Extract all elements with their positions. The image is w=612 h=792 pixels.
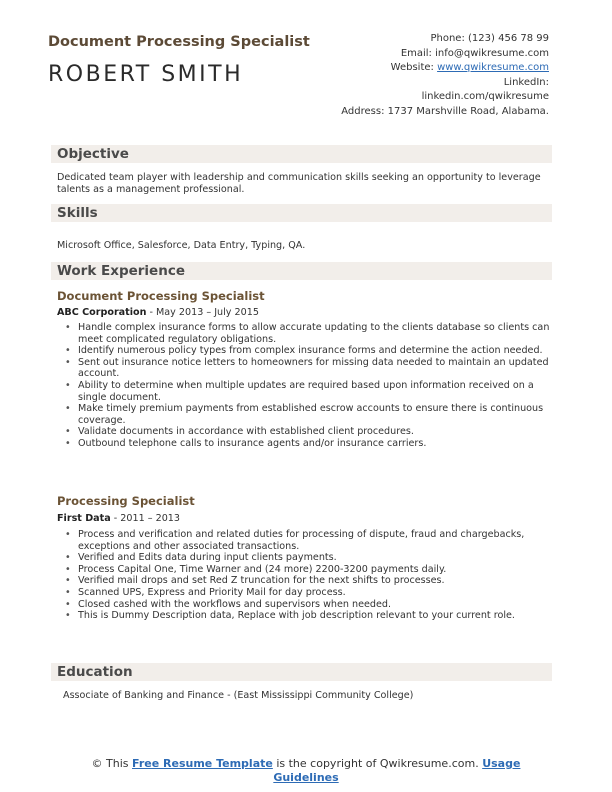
contact-address: Address: 1737 Marshville Road, Alabama. [341,105,549,117]
objective-heading: Objective [57,146,129,162]
resume-job-title: Document Processing Specialist [48,34,310,50]
list-item: • Make timely premium payments from established escrow accounts to ensure there is continuous coverage. [57,403,552,426]
education-section-header [51,663,552,681]
list-item: • Verified and Edits data during input clients payments. [57,552,552,564]
list-item: • Outbound telephone calls to insurance agents and/or insurance carriers. [57,438,552,450]
skills-text: Microsoft Office, Salesforce, Data Entry, Typing, QA. [57,240,306,251]
contact-phone: Phone: (123) 456 78 99 [430,33,549,44]
free-resume-template-link[interactable]: Free Resume Template [132,757,273,770]
contact-linkedin-label: LinkedIn: [503,76,549,88]
work-section-header [51,262,552,280]
list-item: • Process and verification and related duties for processing of dispute, fraud and chargebacks, exceptions and other associated transactions. [57,529,552,552]
list-item: • Process Capital One, Time Warner and (24 more) 2200-3200 payments daily. [57,564,552,576]
contact-email: Email: info@qwikresume.com [400,47,549,59]
list-item: • This is Dummy Description data, Replace with job description relevant to your current role. [57,610,552,622]
job-role: Document Processing Specialist [57,289,265,303]
footer-prefix: © This [91,757,133,770]
objective-section-header [51,145,552,163]
usage-guidelines-link[interactable]: Usage Guidelines [273,757,521,784]
job-role: Processing Specialist [57,494,195,508]
list-item: • Identify numerous policy types from complex insurance forms and determine the action needed. [57,345,552,357]
list-item: • Validate documents in accordance with established client procedures. [57,426,552,438]
list-item: • Verified mail drops and set Red Z truncation for the next shifts to processes. [57,575,552,587]
list-item: • Closed cashed with the workflows and supervisors when needed. [57,599,552,611]
education-heading: Education [57,664,133,680]
footer-middle: is the copyright of Qwikresume.com. [272,757,483,770]
work-heading: Work Experience [57,263,185,279]
list-item: • Sent out insurance notice letters to homeowners for missing data needed to maintain an updated account. [57,357,552,380]
duties-list [57,529,552,622]
list-item: • Scanned UPS, Express and Priority Mail for day process. [57,587,552,599]
duties-list [57,322,552,450]
company-name: First Data [57,513,111,524]
list-item: • Ability to determine when multiple updates are required based upon information received on a single document. [57,380,552,403]
contact-website: Website: www.qwikresume.com [390,62,549,74]
list-item: • Handle complex insurance forms to allow accurate updating to the clients database so clients can meet complicated regulatory obligations. [57,322,552,345]
company-name: ABC Corporation [57,307,147,318]
objective-text: Dedicated team player with leadership and communication skills seeking an opportunity to leverage talents as a management professional. [57,172,541,195]
skills-section-header [51,204,552,222]
contact-linkedin: linkedin.com/qwikresume [421,91,549,103]
education-text: Associate of Banking and Finance - (East Mississippi Community College) [63,690,414,701]
website-link[interactable]: www.qwikresume.com [437,62,549,74]
job-company-dates [57,513,180,524]
job-dates: - May 2013 – July 2015 [146,307,259,318]
job-dates: - 2011 – 2013 [110,513,181,524]
skills-heading: Skills [57,205,98,221]
contact-block [309,32,549,120]
candidate-name: ROBERT SMITH [48,62,244,87]
job-company-dates [57,307,259,318]
footer [0,757,612,785]
